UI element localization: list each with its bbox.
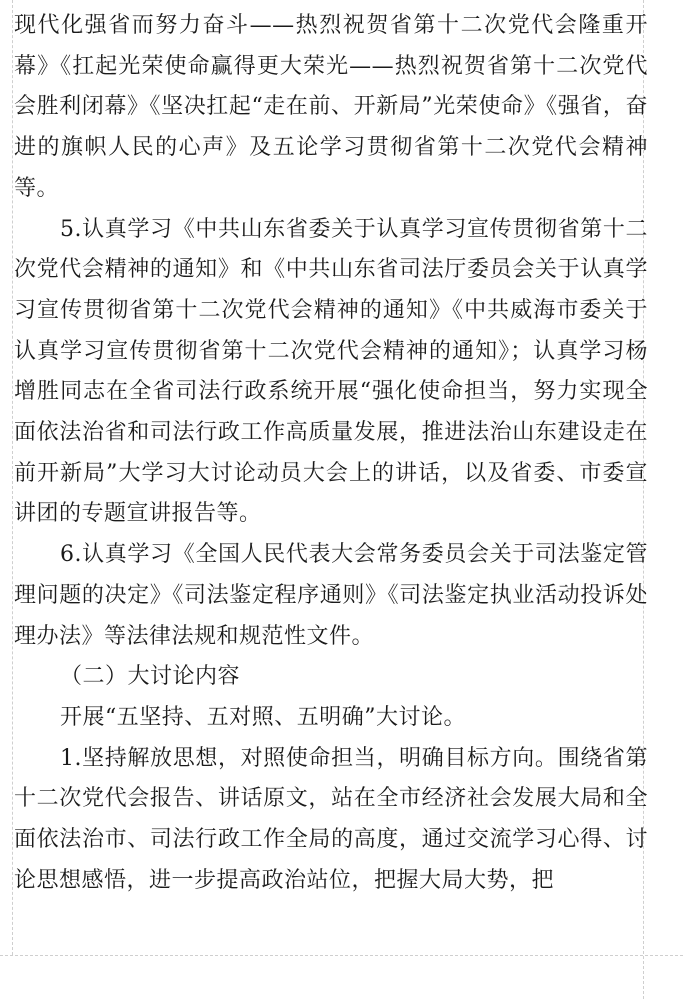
paragraph-item-5: 5.认真学习《中共山东省委关于认真学习宣传贯彻省第十二次党代会精神的通知》和《中共山东省司法厅委员会关于认真学习宣传贯彻省第十二次党代会精神的通知》《中共威海市委关于认真学习宣传贯彻省第十二次党代会精神的通知》；认真学习杨增胜同志在全省司法行政系统开展“强化使命担当，努力实现全面依法治省和司法行政工作高质量发展，推进法治山东建设走在前开新局”大学习大讨论动员大会上的讲话，以及省委、市委宣讲团的专题宣讲报告等。 (14, 216, 648, 527)
document-body (14, 6, 648, 901)
paragraph-item-6: 6.认真学习《全国人民代表大会常务委员会关于司法鉴定管理问题的决定》《司法鉴定程序通则》《司法鉴定执业活动投诉处理办法》等法律法规和规范性文件。 (14, 542, 648, 649)
section-heading: （二）大讨论内容 (60, 664, 241, 690)
left-margin-guide (12, 0, 13, 955)
bottom-margin-guide (0, 955, 683, 956)
paragraph-intro: 开展“五坚持、五对照、五明确”大讨论。 (60, 704, 466, 730)
paragraph-item-1: 1.坚持解放思想，对照使命担当，明确目标方向。围绕省第十二次党代会报告、讲话原文，站在全市经济社会发展大局和全面依法治市、司法行政工作全局的高度，通过交流学习心得、讨论思想感悟，进一步提高政治站位，把握大局大势，把 (14, 745, 648, 893)
paragraph-continuation: 现代化强省而努力奋斗——热烈祝贺省第十二次党代会隆重开幕》《扛起光荣使命赢得更大荣光——热烈祝贺省第十二次党代会胜利闭幕》《坚决扛起“走在前、开新局”光荣使命》《强省，奋进的旗帜人民的心声》及五论学习贯彻省第十二次党代会精神等。 (14, 13, 648, 201)
